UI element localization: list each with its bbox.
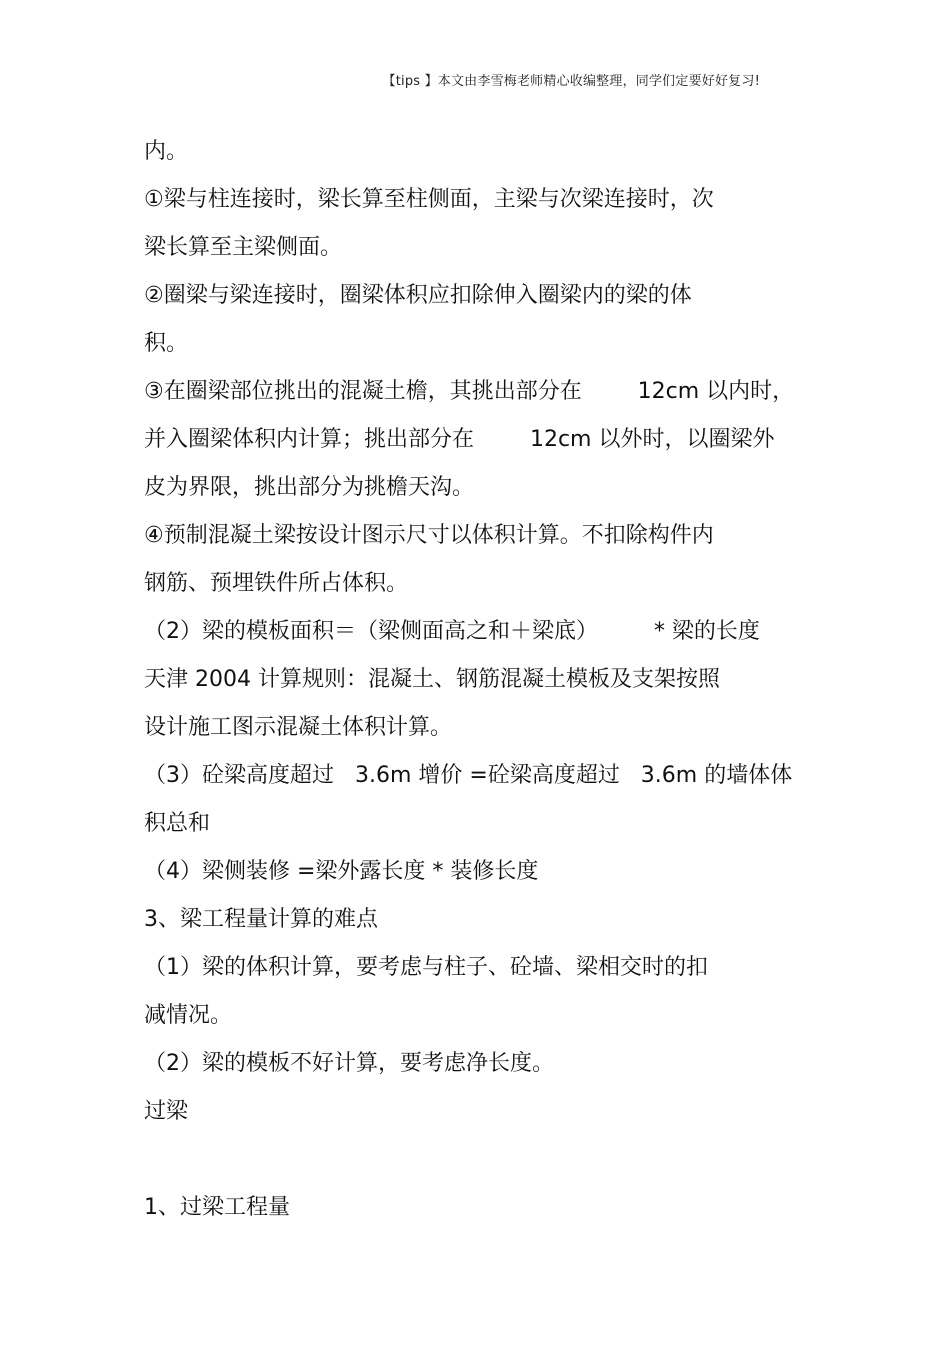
text-line: 梁长算至主梁侧面。	[144, 235, 343, 260]
text-line: （3）砼梁高度超过 3.6m 增价 =砼梁高度超过 3.6m 的墙体体	[144, 763, 793, 788]
section-heading: 3、梁工程量计算的难点	[144, 907, 378, 932]
text-line: ④预制混凝土梁按设计图示尺寸以体积计算。不扣除构件内	[144, 523, 714, 548]
text-line: 积总和	[144, 811, 211, 836]
text-line: 钢筋、预埋铁件所占体积。	[144, 571, 409, 596]
text-line: ①梁与柱连接时，梁长算至柱侧面，主梁与次梁连接时，次	[144, 187, 714, 212]
text-line: 内。	[144, 139, 189, 164]
text-line: 并入圈梁体积内计算；挑出部分在 12cm 以外时，以圈梁外	[144, 427, 775, 452]
text-line: 积。	[144, 331, 189, 356]
text-line: ②圈梁与梁连接时，圈梁体积应扣除伸入圈梁内的梁的体	[144, 283, 692, 308]
text-line: （1）梁的体积计算，要考虑与柱子、砼墙、梁相交时的扣	[144, 955, 708, 980]
text-line: （4）梁侧装修 =梁外露长度 * 装修长度	[144, 859, 539, 884]
text-line: （2）梁的模板面积＝（梁侧面高之和＋梁底） * 梁的长度	[144, 619, 760, 644]
text-line: （2）梁的模板不好计算，要考虑净长度。	[144, 1051, 554, 1076]
section-heading: 1、过梁工程量	[144, 1195, 290, 1220]
text-line: 皮为界限，挑出部分为挑檐天沟。	[144, 475, 475, 500]
text-line: ③在圈梁部位挑出的混凝土檐，其挑出部分在 12cm 以内时，	[144, 379, 795, 404]
section-title: 过梁	[144, 1099, 189, 1124]
text-line: 天津 2004 计算规则：混凝土、钢筋混凝土模板及支架按照	[144, 667, 720, 692]
text-line: 设计施工图示混凝土体积计算。	[144, 715, 453, 740]
blank-line	[144, 1136, 824, 1184]
document-body	[144, 128, 824, 1232]
text-line: 减情况。	[144, 1003, 233, 1028]
page-header-note: 【tips 】本文由李雪梅老师精心收编整理，同学们定要好好复习!	[382, 74, 760, 89]
